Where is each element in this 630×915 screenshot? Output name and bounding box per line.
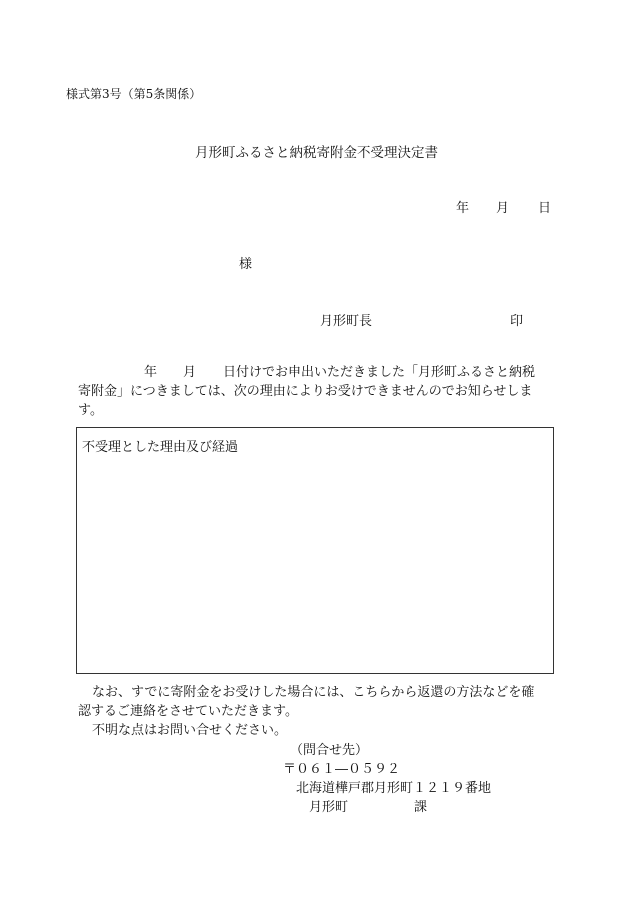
seal-mark: 印 [510,314,524,329]
document-title: 月形町ふるさと納税寄附金不受理決定書 [195,145,438,161]
contact-section: 課 [414,800,428,815]
reason-box-label: 不受理とした理由及び経過 [82,440,239,455]
body-paragraph [78,363,558,420]
contact-heading: （問合せ先） [290,743,369,758]
contact-address: 北海道樺戸郡月形町１２１９番地 [296,781,492,796]
addressee-honorific: 様 [239,257,253,272]
contact-office: 月形町 [309,800,349,815]
form-number: 様式第3号（第5条関係） [66,87,202,101]
date-year-label: 年 [456,201,470,216]
date-day-label: 日 [538,201,552,216]
sender-name: 月形町長 [320,314,373,329]
body-month-label: 月 [183,365,197,380]
body-line1-text: 日付けでお申出いただきました「月形町ふるさと納税 [223,365,536,380]
reason-box [76,427,554,674]
notes-line1: なお、すでに寄附金をお受けした場合には、こちらから返還の方法などを確 [92,685,535,700]
notes-line2: 認するご連絡をさせていただきます。 [78,704,298,719]
body-line2: 寄附金」につきましては、次の理由によりお受けできませんのでお知らせしま [78,384,533,399]
body-year-label: 年 [144,365,158,380]
date-month-label: 月 [496,201,510,216]
notes-line3: 不明な点はお問い合せください。 [92,723,288,738]
contact-postal-code: 〒０６１―０５９２ [283,762,401,777]
body-line3: す。 [78,403,103,418]
notes-section [78,683,558,740]
